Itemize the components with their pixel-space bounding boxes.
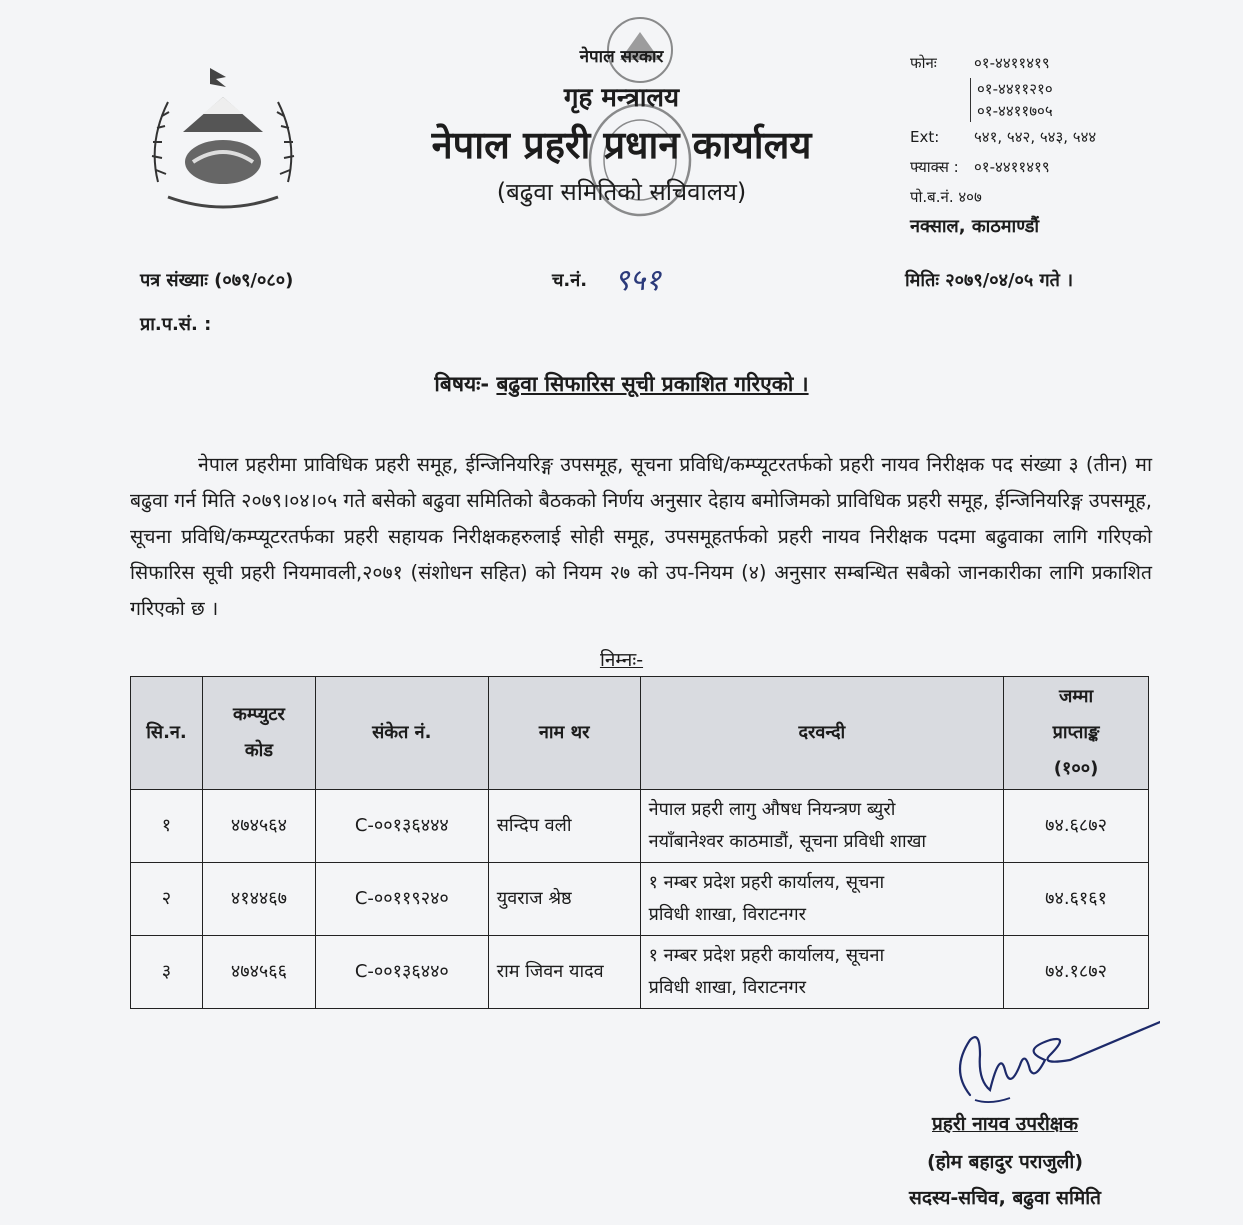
po-box: पो.ब.नं. ४०७ xyxy=(910,188,982,206)
letter-date: मितिः २०७९/०४/०५ गते । xyxy=(905,270,1074,291)
header-total-line2: प्राप्ताङ्क xyxy=(1052,722,1100,743)
recommendation-table xyxy=(130,676,1149,1009)
cell-score: ७४.६१६१ xyxy=(1004,863,1149,936)
phone-number: ०१-४४११७०५ xyxy=(977,102,1053,120)
cell-post-line1: १ नम्बर प्रदेश प्रहरी कार्यालय, सूचना xyxy=(648,945,885,966)
ext-row xyxy=(910,122,1096,152)
phone-number: ०१-४४११४१९ xyxy=(974,54,1050,72)
cell-score: ७४.६८७२ xyxy=(1004,790,1149,863)
cell-post-line2: प्रविधी शाखा, विराटनगर xyxy=(648,977,806,998)
prapa-number: प्रा.प.सं. : xyxy=(140,314,212,335)
address: नक्साल, काठमाण्डौं xyxy=(910,216,1040,237)
table-row xyxy=(131,790,1149,863)
ext-label: Ext: xyxy=(910,128,940,146)
header-computer-code-line2: कोड xyxy=(244,740,273,761)
header-code-no: संकेत नं. xyxy=(315,677,488,790)
table-row xyxy=(131,863,1149,936)
fax-row xyxy=(910,152,1096,182)
cell-computer-code: ४१४४६७ xyxy=(202,863,315,936)
office-name: नेपाल प्रहरी प्रधान कार्यालय xyxy=(431,123,812,167)
ext-value: ५४१, ५४२, ५४३, ५४४ xyxy=(974,128,1097,146)
cell-post-line1: १ नम्बर प्रदेश प्रहरी कार्यालय, सूचना xyxy=(648,872,885,893)
cell-name: सन्दिप वली xyxy=(488,790,640,863)
cell-sn: १ xyxy=(131,790,203,863)
cell-post-line2: प्रविधी शाखा, विराटनगर xyxy=(648,904,806,925)
cell-sn: ३ xyxy=(131,936,203,1009)
table-header-row xyxy=(131,677,1149,790)
fax-label: फ्याक्स : xyxy=(910,158,959,176)
contact-block xyxy=(910,48,1096,242)
letter-number: पत्र संख्याः (०७९/०८०) xyxy=(140,270,294,291)
cell-score: ७४.१८७२ xyxy=(1004,936,1149,1009)
cell-computer-code: ४७४५६४ xyxy=(202,790,315,863)
signatory-name: (होम बहादुर पराजुली) xyxy=(926,1151,1084,1173)
cell-sn: २ xyxy=(131,863,203,936)
cell-name: युवराज श्रेष्ठ xyxy=(488,863,640,936)
cell-post xyxy=(640,936,1003,1009)
signature-icon xyxy=(930,1010,1160,1120)
signatory-role-text: प्रहरी नायव उपरीक्षक xyxy=(932,1113,1078,1135)
cell-code-no: C-००१३६४४४ xyxy=(315,790,488,863)
dispatch-number: ९५१ xyxy=(614,263,661,298)
phone-extra-bracket xyxy=(970,78,1096,122)
header-post: दरवन्दी xyxy=(640,677,1003,790)
phone-number: ०१-४४११२१० xyxy=(977,80,1053,98)
header-sn: सि.न. xyxy=(131,677,203,790)
header-computer-code xyxy=(202,677,315,790)
phone-row xyxy=(910,48,1096,78)
cell-post xyxy=(640,863,1003,936)
cell-code-no: C-००११९२४० xyxy=(315,863,488,936)
header-total-line3: (१००) xyxy=(1053,758,1099,779)
header-total xyxy=(1004,677,1149,790)
subject-label: बिषयः- xyxy=(434,372,490,396)
list-heading-text: निम्नः- xyxy=(599,649,644,671)
government-name: नेपाल सरकार xyxy=(579,47,664,67)
cell-name: राम जिवन यादव xyxy=(488,936,640,1009)
signatory-role xyxy=(850,1110,1160,1136)
header-computer-code-line1: कम्प्युटर xyxy=(233,704,285,725)
cell-computer-code: ४७४५६६ xyxy=(202,936,315,1009)
secretariat-name: (बढुवा समितिको सचिवालय) xyxy=(496,178,747,206)
subject-text: बढुवा सिफारिस सूची प्रकाशित गरिएको । xyxy=(496,372,809,396)
body-paragraph xyxy=(130,447,1152,627)
header-name: नाम थर xyxy=(488,677,640,790)
ministry-name: गृह मन्त्रालय xyxy=(563,83,680,113)
subject-line xyxy=(0,370,1243,398)
cell-post-line2: नयाँबानेश्वर काठमाडौं, सूचना प्रविधी शाखा xyxy=(648,831,927,852)
cell-post xyxy=(640,790,1003,863)
dispatch-label: च.नं. xyxy=(552,270,588,291)
list-heading xyxy=(0,646,1243,672)
body-text: नेपाल प्रहरीमा प्राविधिक प्रहरी समूह, ईन्जिनियरिङ्ग उपसमूह, सूचना प्रविधि/कम्प्यूटरतर्फको प्रहरी नायव निरीक्षक पद संख्या ३ (तीन) मा बढुवा गर्न मिति २०७९।०४।०५ गते बसेको बढुवा समितिको बैठकको निर्णय अनुसार देहाय बमोजिमको प्राविधिक प्रहरी समूह, ईन्जिनियरिङ्ग उपसमूह, सूचना प्रविधि/कम्प्यूटरतर्फका प्रहरी सहायक निरीक्षकहरुलाई सोही समूह, उपसमूहतर्फको प्रहरी नायव निरीक्षक पदमा बढुवाका लागि गरिएको सिफारिस सूची प्रहरी नियमावली,२०७१ (संशोधन सहित) को नियम २७ को उप-नियम (४) अनुसार सम्बन्धित सबैको जानकारीका लागि प्रकाशित गरिएको छ । xyxy=(130,453,1152,620)
phone-label: फोनः xyxy=(910,54,937,72)
cell-code-no: C-००१३६४४० xyxy=(315,936,488,1009)
signatory-title: सदस्य-सचिव, बढुवा समिति xyxy=(909,1187,1101,1209)
cell-post-line1: नेपाल प्रहरी लागु औषध नियन्त्रण ब्युरो xyxy=(648,799,896,820)
table-row xyxy=(131,936,1149,1009)
fax-value: ०१-४४११४१९ xyxy=(974,158,1050,176)
header-total-line1: जम्मा xyxy=(1058,686,1094,707)
